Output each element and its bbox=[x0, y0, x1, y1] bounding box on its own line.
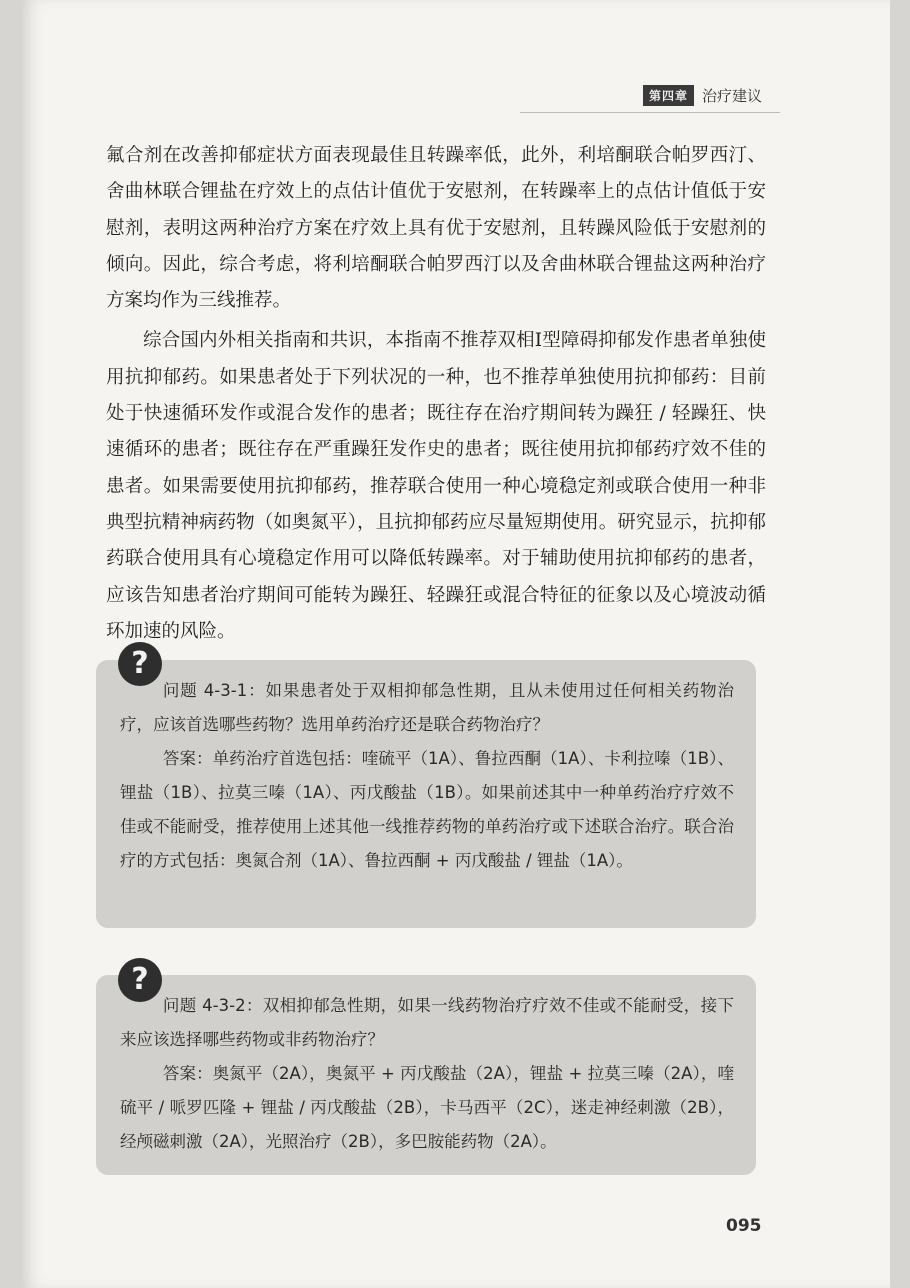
qa-2-answer: 答案：奥氮平（2A），奥氮平 + 丙戊酸盐（2A），锂盐 + 拉莫三嗪（2A），喹硫平 / 哌罗匹隆 + 锂盐 / 丙戊酸盐（2B），卡马西平（2C），迷走神经刺激（2B），经颅磁刺激（2A），光照治疗（2B），多巴胺能药物（2A）。 bbox=[120, 1064, 734, 1151]
qa-1-answer: 答案：单药治疗首选包括：喹硫平（1A）、鲁拉西酮（1A）、卡利拉嗪（1B）、锂盐（1B）、拉莫三嗪（1A）、丙戊酸盐（1B）。如果前述其中一种单药治疗疗效不佳或不能耐受，推荐使用上述其他一线推荐药物的单药治疗或下述联合治疗。联合治疗的方式包括：奥氮合剂（1A）、鲁拉西酮 + 丙戊酸盐 / 锂盐（1A）。 bbox=[120, 749, 734, 870]
body-text bbox=[106, 138, 766, 650]
chapter-badge: 第四章 bbox=[643, 85, 694, 106]
header-rule bbox=[520, 112, 780, 113]
question-mark-icon: ? bbox=[118, 958, 162, 1002]
qa-box-1 bbox=[96, 660, 756, 928]
question-mark-icon: ? bbox=[118, 642, 162, 686]
running-header bbox=[643, 85, 762, 106]
body-paragraph-2: 综合国内外相关指南和共识，本指南不推荐双相Ⅰ型障碍抑郁发作患者单独使用抗抑郁药。如果患者处于下列状况的一种，也不推荐单独使用抗抑郁药：目前处于快速循环发作或混合发作的患者；既往存在治疗期间转为躁狂 / 轻躁狂、快速循环的患者；既往存在严重躁狂发作史的患者；既往使用抗抑郁药疗效不佳的患者。如果需要使用抗抑郁药，推荐联合使用一种心境稳定剂或联合使用一种非典型抗精神病药物（如奥氮平），且抗抑郁药应尽量短期使用。研究显示，抗抑郁药联合使用具有心境稳定作用可以降低转躁率。对于辅助使用抗抑郁药的患者，应该告知患者治疗期间可能转为躁狂、轻躁狂或混合特征的征象以及心境波动循环加速的风险。 bbox=[106, 330, 766, 642]
section-title: 治疗建议 bbox=[701, 87, 762, 105]
page-number: 095 bbox=[726, 1216, 762, 1236]
body-paragraph-1: 氟合剂在改善抑郁症状方面表现最佳且转躁率低，此外，利培酮联合帕罗西汀、舍曲林联合锂盐在疗效上的点估计值优于安慰剂，在转躁率上的点估计值低于安慰剂，表明这两种治疗方案在疗效上具有优于安慰剂，且转躁风险低于安慰剂的倾向。因此，综合考虑，将利培酮联合帕罗西汀以及舍曲林联合锂盐这两种治疗方案均作为三线推荐。 bbox=[106, 145, 766, 312]
qa-2-question: 问题 4-3-2：双相抑郁急性期，如果一线药物治疗疗效不佳或不能耐受，接下来应该选择哪些药物或非药物治疗？ bbox=[120, 996, 734, 1049]
qa-box-2 bbox=[96, 975, 756, 1175]
qa-1-question: 问题 4-3-1：如果患者处于双相抑郁急性期，且从未使用过任何相关药物治疗，应该首选哪些药物？选用单药治疗还是联合药物治疗？ bbox=[120, 681, 734, 734]
